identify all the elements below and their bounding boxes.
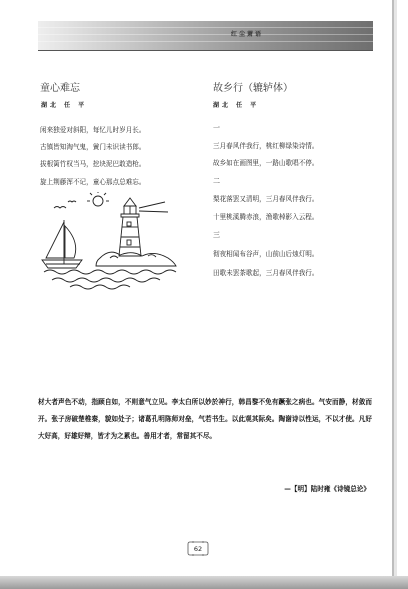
right-poem-line: 十里桃溪腾赤浪，渔歌棹影入云程。 bbox=[213, 213, 319, 221]
header-title: 红尘萧语 bbox=[230, 31, 263, 38]
left-poem-title: 童心难忘 bbox=[40, 83, 80, 94]
page-bottom-shadow bbox=[0, 576, 408, 589]
page-number: 62 bbox=[193, 545, 203, 553]
section-number: 一 bbox=[213, 124, 220, 132]
left-poem-line: 旋上荆藤浑不记，童心那点总难忘。 bbox=[40, 178, 146, 186]
left-poem-author: 湖北 任 平 bbox=[41, 102, 88, 109]
right-poem-line: 彻夜相闻布谷声，山前山后烛灯明。 bbox=[213, 250, 319, 258]
right-poem-author: 湖北 任 平 bbox=[213, 102, 260, 109]
right-poem-line: 故乡如在画图里，一路山歌唱不停。 bbox=[213, 159, 319, 167]
lighthouse-illustration bbox=[40, 192, 180, 290]
header-banner bbox=[38, 21, 373, 50]
right-poem-title: 故乡行（辘轳体） bbox=[213, 83, 293, 94]
section-number: 二 bbox=[213, 177, 220, 185]
left-poem-line: 古镇皆知淘气鬼，黉门未识读书郎。 bbox=[40, 143, 146, 151]
quote-source: —【明】陆时雍《诗镜总论》 bbox=[284, 485, 370, 493]
section-number: 三 bbox=[213, 231, 220, 239]
right-poem-line: 梨花落罢又清明，三月春风伴我行。 bbox=[213, 195, 319, 203]
header-rule bbox=[38, 50, 373, 51]
left-poem-line: 拔根篱竹权当马，挖块泥巴敢造枪。 bbox=[40, 160, 146, 168]
right-poem-line: 田歌未罢茶歌起，三月春风伴我行。 bbox=[213, 269, 319, 277]
quote-text: 材大者声色不动，指顾自如，不则意气立见。李太白所以妙於神行，韩昌黎不免有蹶张之病也。气安而静，材敛而开。张子房破楚椎秦，貌如处子；诸葛孔明陈师对垒，气若书生。以此观其际矣。陶谢诗以性运，不以才使。凡好大好高，好雄好辩，皆才为之累也。善用才者，常留其不尽。 bbox=[38, 398, 372, 440]
page-number-badge bbox=[187, 540, 209, 557]
right-poem-line: 三月春风伴我行，桃红柳绿染诗情。 bbox=[213, 142, 319, 150]
left-poem-line: 闲来独爱对斜阳，每忆儿时岁月长。 bbox=[40, 126, 146, 134]
